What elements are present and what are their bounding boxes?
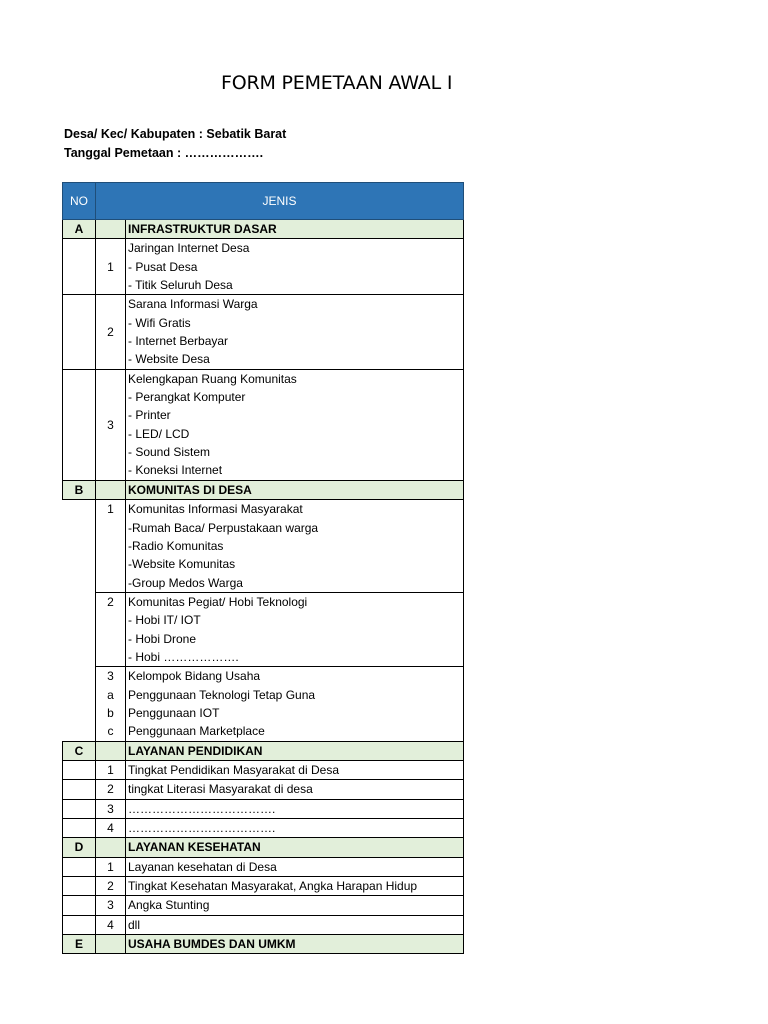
item-number: 3 [107, 669, 114, 684]
table-row [63, 239, 464, 295]
item-number: 2 [96, 877, 126, 896]
section-label: LAYANAN PENDIDIKAN [126, 741, 464, 760]
table-row [63, 500, 464, 593]
item-line: -Group Medos Warga [128, 575, 243, 590]
item-lines [126, 592, 464, 666]
section-row-a [63, 220, 464, 239]
item-line: -Website Komunitas [128, 557, 236, 572]
item-line: Jaringan Internet Desa [128, 241, 250, 256]
item-line: - Wifi Gratis [128, 315, 191, 330]
item-number: 2 [96, 780, 126, 799]
item-numbers [96, 500, 126, 593]
section-row-b [63, 480, 464, 499]
item-line: - Hobi Drone [128, 631, 197, 646]
item-line: - Koneksi Internet [128, 463, 223, 478]
item-line: -Rumah Baca/ Perpustakaan warga [128, 520, 319, 535]
item-number: 2 [96, 295, 126, 369]
item-line: - Titik Seluruh Desa [128, 278, 233, 293]
item-line: Komunitas Pegiat/ Hobi Teknologi [128, 594, 308, 609]
table-row [63, 857, 464, 876]
item-text: Tingkat Pendidikan Masyarakat di Desa [126, 760, 464, 779]
section-no: B [63, 480, 96, 499]
item-line: Kelompok Bidang Usaha [128, 669, 261, 684]
section-no: C [63, 741, 96, 760]
item-line: -Radio Komunitas [128, 538, 224, 553]
item-text: ………………………………. [126, 799, 464, 818]
item-numbers [96, 592, 126, 666]
item-line: - Printer [128, 408, 171, 423]
item-text: Tingkat Kesehatan Masyarakat, Angka Harapan Hidup [126, 877, 464, 896]
item-line: - Internet Berbayar [128, 334, 229, 349]
table-row [63, 780, 464, 799]
table-row [63, 915, 464, 934]
item-text: dll [126, 915, 464, 934]
item-line: Penggunaan Marketplace [128, 724, 265, 739]
date-line: Tanggal Pemetaan : ………………. [64, 146, 264, 160]
item-number: 3 [96, 799, 126, 818]
item-line: - Hobi IT/ IOT [128, 613, 201, 628]
mapping-table [62, 182, 464, 954]
item-number: 3 [96, 369, 126, 480]
table-row [63, 295, 464, 369]
item-line: Komunitas Informasi Masyarakat [128, 502, 303, 517]
table-row [63, 667, 464, 741]
item-number: 1 [96, 760, 126, 779]
item-line: - Pusat Desa [128, 259, 198, 274]
item-lines [126, 239, 464, 295]
item-line: - Hobi ………………. [128, 649, 239, 664]
item-lines [126, 295, 464, 369]
item-text: Layanan kesehatan di Desa [126, 857, 464, 876]
item-text: tingkat Literasi Masyarakat di desa [126, 780, 464, 799]
section-no: D [63, 838, 96, 857]
item-number: 1 [96, 857, 126, 876]
section-no: E [63, 935, 96, 954]
item-line: - Website Desa [128, 352, 210, 367]
table-row [63, 799, 464, 818]
section-row-c [63, 741, 464, 760]
section-no: A [63, 220, 96, 239]
item-lines [126, 667, 464, 741]
item-lines [126, 500, 464, 593]
table-header-row [63, 183, 464, 220]
item-line: - Perangkat Komputer [128, 390, 246, 405]
item-lines [126, 369, 464, 480]
section-label: LAYANAN KESEHATAN [126, 838, 464, 857]
section-label: INFRASTRUKTUR DASAR [126, 220, 464, 239]
form-title: FORM PEMETAAN AWAL I [221, 72, 453, 94]
item-number: a [107, 687, 114, 702]
location-line: Desa/ Kec/ Kabupaten : Sebatik Barat [64, 127, 287, 141]
item-number: 1 [96, 239, 126, 295]
item-number: c [107, 724, 114, 739]
item-line: Penggunaan Teknologi Tetap Guna [128, 687, 316, 702]
section-label: KOMUNITAS DI DESA [126, 480, 464, 499]
table-row [63, 592, 464, 666]
section-row-d [63, 838, 464, 857]
item-number: b [107, 705, 114, 720]
item-line: Penggunaan IOT [128, 705, 220, 720]
table-row [63, 896, 464, 915]
item-number: 4 [96, 819, 126, 838]
section-row-e [63, 935, 464, 954]
table-row [63, 369, 464, 480]
item-number: 1 [107, 502, 114, 517]
header-no: NO [63, 183, 96, 220]
item-text: Angka Stunting [126, 896, 464, 915]
item-line: Kelengkapan Ruang Komunitas [128, 371, 297, 386]
item-numbers [96, 667, 126, 741]
item-line: Sarana Informasi Warga [128, 297, 258, 312]
table-row [63, 819, 464, 838]
section-label: USAHA BUMDES DAN UMKM [126, 935, 464, 954]
item-number: 4 [96, 915, 126, 934]
item-number: 3 [96, 896, 126, 915]
item-line: - Sound Sistem [128, 445, 211, 460]
header-jenis: JENIS [96, 183, 464, 220]
table-row [63, 877, 464, 896]
item-text: ………………………………. [126, 819, 464, 838]
item-line: - LED/ LCD [128, 426, 190, 441]
item-number: 2 [107, 594, 114, 609]
table-row [63, 760, 464, 779]
